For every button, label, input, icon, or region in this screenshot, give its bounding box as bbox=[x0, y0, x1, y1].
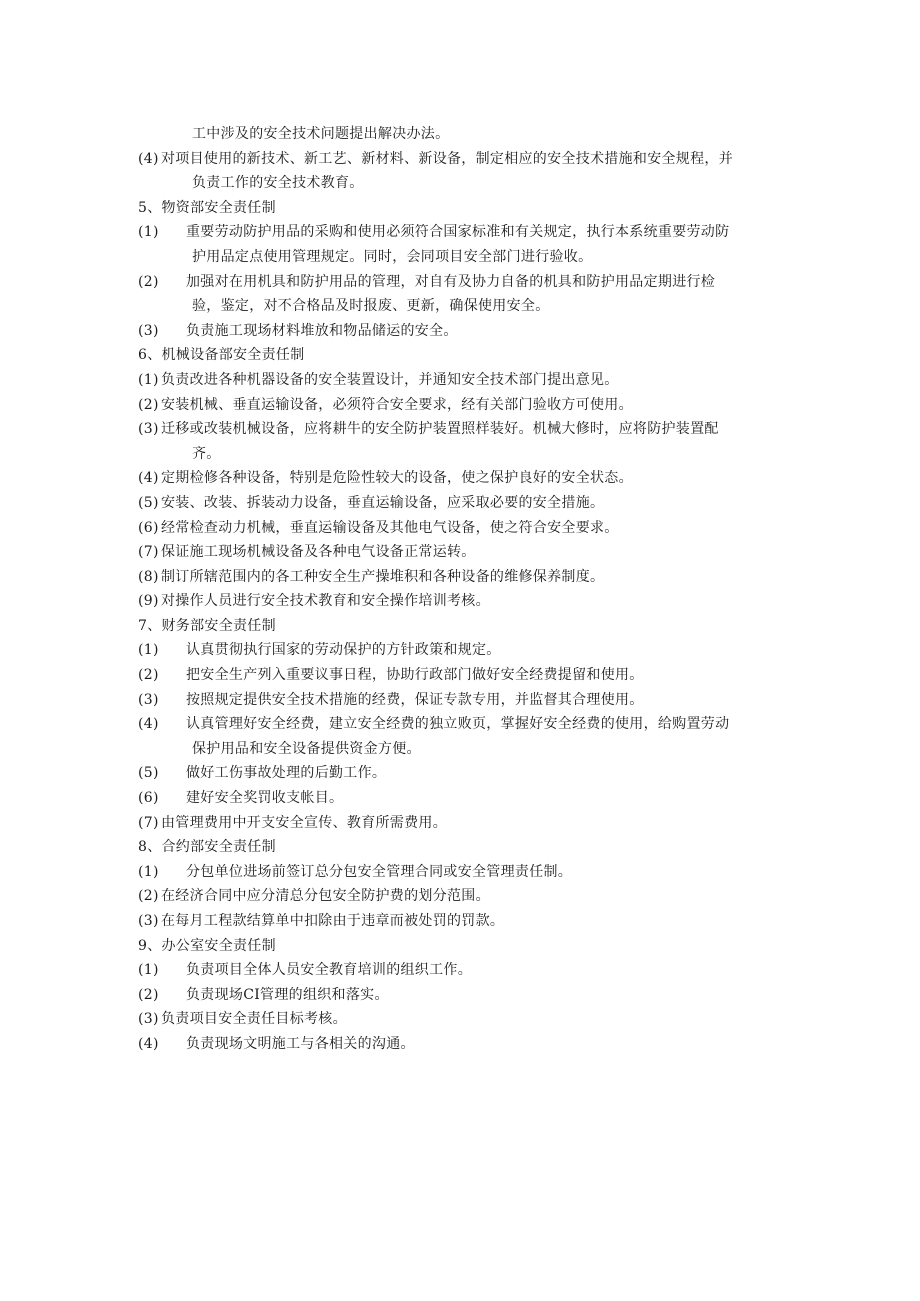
list-item bbox=[0, 270, 920, 295]
list-item-text: 保证施工现场机械设备及各种电气设备正常运转。 bbox=[161, 544, 476, 561]
list-item bbox=[0, 1032, 920, 1057]
list-item-number: (1) bbox=[138, 863, 159, 880]
section-heading bbox=[0, 343, 920, 368]
list-item-number: (1) bbox=[138, 224, 159, 241]
document-page bbox=[0, 122, 920, 1057]
list-item bbox=[0, 319, 920, 344]
list-item-text: 认真贯彻执行国家的劳动保护的方针政策和规定。 bbox=[186, 642, 501, 659]
section-heading bbox=[0, 934, 920, 959]
list-item-text: 负责项目安全责任目标考核。 bbox=[161, 1011, 347, 1028]
list-item-text: 建好安全奖罚收支帐目。 bbox=[186, 790, 344, 807]
section-heading-text: 8、合约部安全责任制 bbox=[138, 839, 276, 856]
list-item-number: (6) bbox=[138, 790, 159, 807]
continuation-text: 护用品定点使用管理规定。同时，会同项目安全部门进行验收。 bbox=[192, 248, 593, 265]
continuation-text: 负责工作的安全技术教育。 bbox=[192, 175, 364, 192]
list-item bbox=[0, 220, 920, 245]
list-item-text: 迁移或改装机械设备，应将耕牛的安全防护装置照样装好。机械大修时，应将防护装置配 bbox=[161, 421, 719, 438]
list-item-number: (9) bbox=[138, 593, 159, 610]
list-item bbox=[0, 417, 920, 442]
list-item-number: (1) bbox=[138, 962, 159, 979]
section-heading bbox=[0, 614, 920, 639]
list-item-text: 对操作人员进行安全技术教育和安全操作培训考核。 bbox=[161, 593, 490, 610]
continuation-line bbox=[0, 171, 920, 196]
list-item-text: 认真管理好安全经费，建立安全经费的独立败页，掌握好安全经费的使用，给购置劳动 bbox=[186, 716, 730, 733]
list-item bbox=[0, 958, 920, 983]
list-item-text: 在经济合同中应分清总分包安全防护费的划分范围。 bbox=[161, 888, 490, 905]
section-heading-text: 9、办公室安全责任制 bbox=[138, 937, 276, 954]
list-item bbox=[0, 811, 920, 836]
list-item bbox=[0, 884, 920, 909]
list-item-text: 负责现场CI管理的组织和落实。 bbox=[186, 986, 389, 1003]
list-item bbox=[0, 983, 920, 1008]
list-item-number: (2) bbox=[138, 888, 159, 905]
list-item-text: 把安全生产列入重要议事日程，协助行政部门做好安全经费提留和使用。 bbox=[186, 667, 644, 684]
list-item-text: 负责施工现场材料堆放和物品储运的安全。 bbox=[186, 322, 458, 339]
list-item-number: (4) bbox=[138, 716, 159, 733]
list-item-text: 重要劳动防护用品的采购和使用必须符合国家标准和有关规定，执行本系统重要劳动防 bbox=[186, 224, 730, 241]
list-item-number: (4) bbox=[138, 150, 159, 167]
continuation-text: 验，鉴定，对不合格品及时报废、更新，确保使用安全。 bbox=[192, 298, 550, 315]
list-item-text: 由管理费用中开支安全宣传、教育所需费用。 bbox=[161, 814, 447, 831]
list-item bbox=[0, 688, 920, 713]
list-item-number: (2) bbox=[138, 273, 159, 290]
list-item bbox=[0, 761, 920, 786]
list-item-text: 安装机械、垂直运输设备，必须符合安全要求，经有关部门验收方可使用。 bbox=[161, 396, 633, 413]
list-item bbox=[0, 147, 920, 172]
list-item-text: 在每月工程款结算单中扣除由于违章而被处罚的罚款。 bbox=[161, 913, 505, 929]
list-item-text: 做好工伤事故处理的后勤工作。 bbox=[186, 765, 387, 782]
list-item bbox=[0, 638, 920, 663]
list-item bbox=[0, 663, 920, 688]
continuation-line bbox=[0, 737, 920, 762]
continuation-text: 工中涉及的安全技术问题提出解决办法。 bbox=[192, 126, 450, 142]
section-heading-text: 6、机械设备部安全责任制 bbox=[138, 347, 305, 364]
list-item-text: 对项目使用的新技术、新工艺、新材料、新设备，制定相应的安全技术措施和安全规程，并 bbox=[161, 150, 733, 167]
list-item bbox=[0, 712, 920, 737]
list-item-text: 经常检查动力机械，垂直运输设备及其他电气设备，使之符合安全要求。 bbox=[161, 519, 619, 536]
list-item-number: (5) bbox=[138, 494, 159, 511]
list-item bbox=[0, 909, 920, 934]
list-item-text: 负责项目全体人员安全教育培训的组织工作。 bbox=[186, 962, 472, 979]
continuation-line bbox=[0, 122, 920, 147]
list-item bbox=[0, 786, 920, 811]
list-item-number: (3) bbox=[138, 421, 159, 438]
continuation-line bbox=[0, 442, 920, 467]
list-item-text: 按照规定提供安全技术措施的经费，保证专款专用，并监督其合理使用。 bbox=[186, 691, 644, 708]
list-item bbox=[0, 860, 920, 885]
continuation-line bbox=[0, 245, 920, 270]
list-item-number: (7) bbox=[138, 814, 159, 831]
list-item-text: 制订所辖范围内的各工种安全生产操堆积和各种设备的维修保养制度。 bbox=[161, 568, 605, 585]
section-heading-text: 5、物资部安全责任制 bbox=[138, 199, 276, 216]
list-item-number: (3) bbox=[138, 1011, 159, 1028]
continuation-line bbox=[0, 294, 920, 319]
list-item bbox=[0, 393, 920, 418]
list-item bbox=[0, 565, 920, 590]
section-heading bbox=[0, 835, 920, 860]
list-item-number: (2) bbox=[138, 396, 159, 413]
list-item bbox=[0, 589, 920, 614]
continuation-text: 保护用品和安全设备提供资金方便。 bbox=[192, 740, 421, 757]
list-item bbox=[0, 1007, 920, 1032]
list-item-number: (3) bbox=[138, 913, 159, 929]
section-heading-text: 7、财务部安全责任制 bbox=[138, 617, 276, 634]
list-item-text: 负责改进各种机器设备的安全装置设计，并通知安全技术部门提出意见。 bbox=[161, 371, 619, 388]
list-item-number: (1) bbox=[138, 642, 159, 659]
list-item-number: (1) bbox=[138, 371, 159, 388]
list-item-number: (3) bbox=[138, 691, 159, 708]
list-item-number: (2) bbox=[138, 986, 159, 1003]
continuation-text: 齐。 bbox=[192, 445, 221, 462]
list-item-text: 负责现场文明施工与各相关的沟通。 bbox=[186, 1035, 415, 1052]
list-item-text: 定期检修各种设备，特别是危险性较大的设备，使之保护良好的安全状态。 bbox=[161, 470, 633, 487]
list-item-number: (2) bbox=[138, 667, 159, 684]
list-item-number: (7) bbox=[138, 544, 159, 561]
list-item bbox=[0, 466, 920, 491]
section-heading bbox=[0, 196, 920, 221]
list-item-text: 分包单位进场前签订总分包安全管理合同或安全管理责任制。 bbox=[186, 863, 573, 880]
list-item-text: 安装、改装、拆装动力设备，垂直运输设备，应采取必要的安全措施。 bbox=[161, 494, 605, 511]
list-item-number: (4) bbox=[138, 1035, 159, 1052]
list-item bbox=[0, 516, 920, 541]
list-item-text: 加强对在用机具和防护用品的管理，对自有及协力自备的机具和防护用品定期进行检 bbox=[186, 273, 716, 290]
list-item-number: (6) bbox=[138, 519, 159, 536]
list-item-number: (5) bbox=[138, 765, 159, 782]
list-item bbox=[0, 368, 920, 393]
list-item bbox=[0, 491, 920, 516]
list-item-number: (8) bbox=[138, 568, 159, 585]
list-item-number: (4) bbox=[138, 470, 159, 487]
list-item-number: (3) bbox=[138, 322, 159, 339]
list-item bbox=[0, 540, 920, 565]
